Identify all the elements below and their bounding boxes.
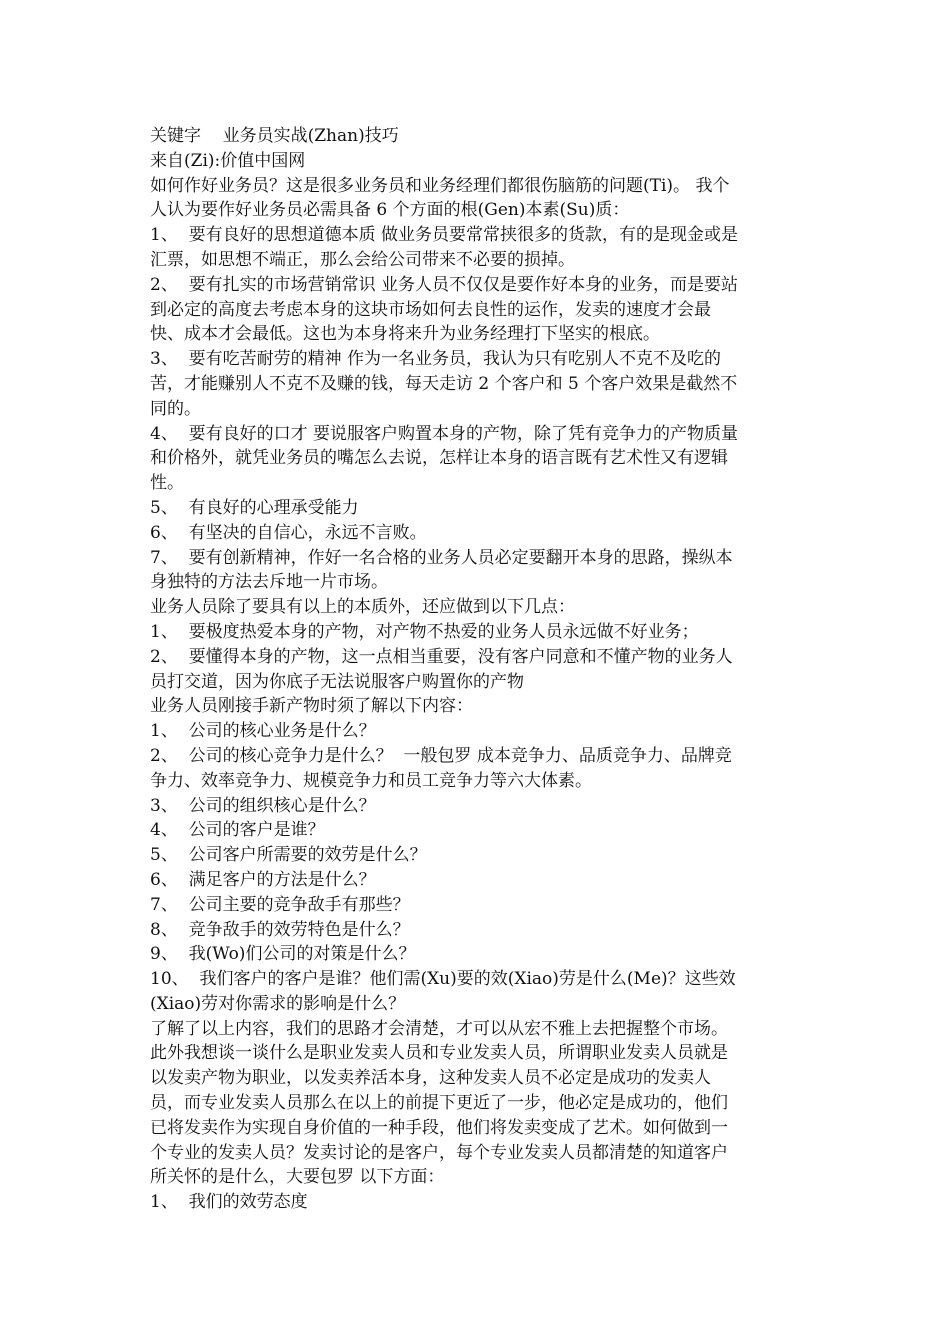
paragraph-line: 4、 要有良好的口才 要说服客户购置本身的产物，除了凭有竞争力的产物质量 [150, 423, 739, 444]
paragraph-line: 业务人员除了要具有以上的本质外，还应做到以下几点： [150, 597, 575, 618]
paragraph-line: 汇票，如思想不端正，那么会给公司带来不必要的损掉。 [150, 249, 575, 270]
paragraph-line: 同的。 [150, 398, 201, 419]
paragraph-line: 7、 要有创新精神，作好一名合格的业务人员必定要翻开本身的思路，操纵本 [150, 547, 733, 568]
paragraph-line: 6、 满足客户的方法是什么？ [150, 869, 376, 890]
paragraph-line: 快、成本才会最低。这也为本身将来升为业务经理打下坚实的根底。 [150, 324, 660, 345]
paragraph-line: 1、 公司的核心业务是什么？ [150, 721, 376, 742]
paragraph-line: 人认为要作好业务员必需具备 6 个方面的根(Gen)本素(Su)质： [150, 200, 630, 221]
paragraph-line: 8、 竞争敌手的效劳特色是什么？ [150, 919, 410, 940]
paragraph-line: (Xiao)劳对你需求的影响是什么？ [150, 993, 406, 1014]
paragraph-line: 个专业的发卖人员？发卖讨论的是客户，每个专业发卖人员都清楚的知道客户 [150, 1142, 728, 1163]
paragraph-line: 10、 我们客户的客户是谁？他们需(Xu)要的效(Xiao)劳是什么(Me)？这些效 [150, 969, 736, 990]
paragraph-line: 4、 公司的客户是谁？ [150, 820, 325, 841]
paragraph-line: 5、 公司客户所需要的效劳是什么？ [150, 845, 427, 866]
paragraph-line: 身独特的方法去斥地一片市场。 [150, 572, 388, 593]
paragraph-line: 1、 要极度热爱本身的产物，对产物不热爱的业务人员永远做不好业务； [150, 621, 699, 642]
paragraph-line: 以发卖产物为职业，以发卖养活本身，这种发卖人员不必定是成功的发卖人 [150, 1068, 711, 1089]
paragraph-line: 员，而专业发卖人员那么在以上的前提下更近了一步，他必定是成功的，他们 [150, 1093, 728, 1114]
paragraph-line: 1、 我们的效劳态度 [150, 1192, 308, 1213]
document-body [150, 124, 810, 1215]
paragraph-line: 如何作好业务员？这是很多业务员和业务经理们都很伤脑筋的问题(Ti)。 我个 [150, 175, 730, 196]
paragraph-line: 到必定的高度去考虑本身的这块市场如何去良性的运作，发卖的速度才会最 [150, 299, 711, 320]
paragraph-line: 此外我想谈一谈什么是职业发卖人员和专业发卖人员，所谓职业发卖人员就是 [150, 1043, 728, 1064]
paragraph-line: 2、 公司的核心竞争力是什么？ 一般包罗 成本竞争力、品质竞争力、品牌竞 [150, 745, 732, 766]
paragraph-line: 6、 有坚决的自信心，永远不言败。 [150, 522, 427, 543]
paragraph-line: 9、 我(Wo)们公司的对策是什么？ [150, 944, 416, 965]
paragraph-line: 已将发卖作为实现自身价值的一种手段，他们将发卖变成了艺术。如何做到一 [150, 1117, 728, 1138]
paragraph-line: 5、 有良好的心理承受能力 [150, 497, 359, 518]
paragraph-line: 1、 要有良好的思想道德本质 做业务员要常常挟很多的货款，有的是现金或是 [150, 225, 739, 246]
paragraph-line: 员打交道，因为你底子无法说服客户购置你的产物 [150, 671, 524, 692]
paragraph-line: 2、 要懂得本身的产物，这一点相当重要，没有客户同意和不懂产物的业务人 [150, 646, 733, 667]
document-source-line: 来自(Zi):价值中国网 [150, 150, 306, 171]
paragraph-line: 争力、效率竞争力、规模竞争力和员工竞争力等六大体素。 [150, 770, 592, 791]
paragraph-line: 3、 公司的组织核心是什么？ [150, 795, 376, 816]
paragraph-line: 性。 [150, 473, 184, 494]
paragraph-line: 了解了以上内容，我们的思路才会清楚，才可以从宏不雅上去把握整个市场。 [150, 1018, 728, 1039]
paragraph-line: 3、 要有吃苦耐劳的精神 作为一名业务员，我认为只有吃别人不克不及吃的 [150, 349, 722, 370]
paragraph-line: 2、 要有扎实的市场营销常识 业务人员不仅仅是要作好本身的业务，而是要站 [150, 274, 739, 295]
paragraph-line: 和价格外，就凭业务员的嘴怎么去说，怎样让本身的语言既有艺术性又有逻辑 [150, 448, 728, 469]
paragraph-line: 7、 公司主要的竞争敌手有那些？ [150, 894, 410, 915]
paragraph-line: 所关怀的是什么，大要包罗 以下方面： [150, 1167, 445, 1188]
document-title-line: 关键字 业务员实战(Zhan)技巧 [150, 126, 399, 146]
paragraph-line: 苦，才能赚别人不克不及赚的钱，每天走访 2 个客户和 5 个客户效果是截然不 [150, 373, 738, 394]
paragraph-line: 业务人员刚接手新产物时须了解以下内容： [150, 696, 473, 717]
